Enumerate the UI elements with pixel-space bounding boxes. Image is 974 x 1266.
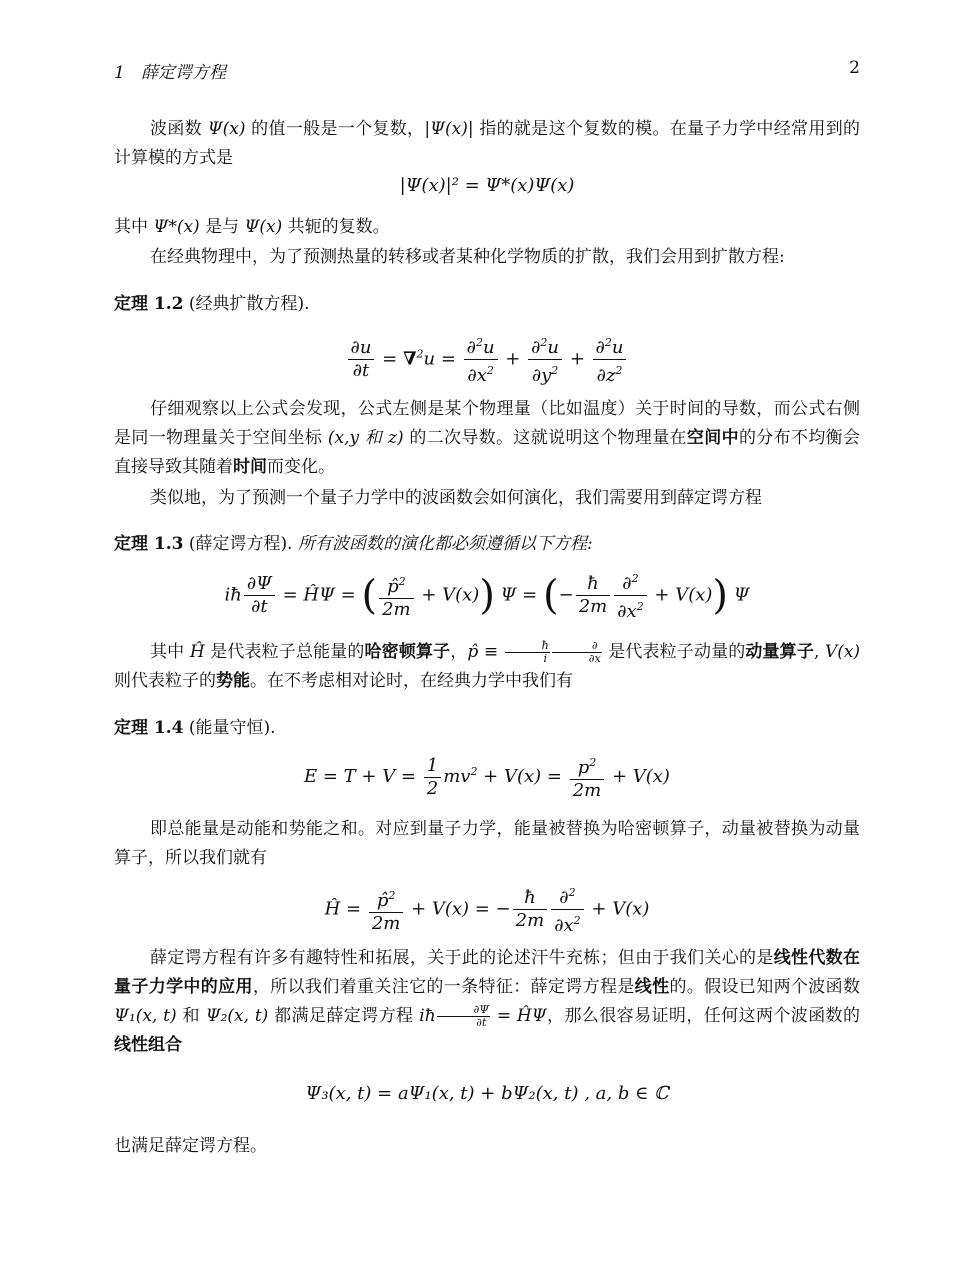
paragraph-hamiltonian: 其中 Ĥ 是代表粒子总能量的哈密顿算子，p̂ ≡ $\frac{ħ}{i}$ $\frac{\partial}{\partial x}$ 是代表粒子动量的动量算子, V(x) 则代表粒子的势能。在不考虑相对论时，在经典力学中我们有 bbox=[114, 639, 861, 691]
header-chapter-title: 1 薛定谔方程 bbox=[114, 63, 227, 83]
paragraph-conclusion: 也满足薛定谔方程。 bbox=[114, 1136, 267, 1156]
paragraph-wavefunction: 波函数 Ψ(x) 的值一般是一个复数，|Ψ(x)| 指的就是这个复数的模。在量子力学中经常用到的计算模的方式是 bbox=[114, 119, 861, 168]
theorem-1-2-heading: 定理 1.2 (经典扩散方程). bbox=[114, 294, 310, 314]
paragraph-diffusion-explain: 仔细观察以上公式会发现，公式左侧是某个物理量（比如温度）关于时间的导数，而公式右侧是同一物理量关于空间坐标 (x,y 和 z) 的二次导数。这就说明这个物理量在空间中的分布不均衡会直接导致其随着时间而变化。 bbox=[114, 399, 861, 477]
equation-linear-combination: Ψ₃(x, t) = aΨ₁(x, t) + bΨ₂(x, t) , a, b ∈ ℂ bbox=[305, 1083, 669, 1104]
equation-hamiltonian: Ĥ = $\frac{p̂^2}{2m}$ + V(x) = − $\frac{ħ}{2m}$ $\frac{\partial^2}{\partial x^2}$ + V(x) bbox=[114, 882, 860, 937]
running-header bbox=[114, 58, 860, 82]
paragraph-energy-explain: 即总能量是动能和势能之和。对应到量子力学，能量被替换为哈密顿算子，动量被替换为动量算子，所以我们就有 bbox=[114, 819, 860, 868]
paragraph-diffusion-intro: 在经典物理中，为了预测热量的转移或者某种化学物质的扩散，我们会用到扩散方程: bbox=[150, 247, 785, 267]
paragraph-linearity: 薛定谔方程有许多有趣特性和拓展，关于此的论述汗牛充栋；但由于我们关心的是线性代数在量子力学中的应用，所以我们着重关注它的一条特征：薛定谔方程是线性的。假设已知两个波函数 Ψ₁(x, t) 和 Ψ₂(x, t) 都满足薛定谔方程 iħ $\frac{\partial\Psi}{\partial t}$ = ĤΨ，那么很容易证明，任何这两个波函数的线性组合 bbox=[114, 948, 861, 1055]
paragraph-schrodinger-intro: 类似地，为了预测一个量子力学中的波函数会如何演化，我们需要用到薛定谔方程 bbox=[150, 488, 762, 508]
equation-diffusion: $\frac{\partial u}{\partial t}$ = ∇$^2$u = $\frac{\partial^2u}{\partial x^2}$ + $\frac{\partial^2u}{\partial y^2}$ + $\frac{\partial^2u}{\partial z^2}$ bbox=[114, 332, 860, 387]
theorem-1-4-heading: 定理 1.4 (能量守恒). bbox=[114, 718, 276, 738]
equation-schrodinger: iħ $\frac{\partial\Psi}{\partial t}$ = ĤΨ = ( $\frac{p̂^2}{2m}$ + V(x)) Ψ = (− $\frac{ħ}{2m}$ $\frac{\partial^2}{\partial x^2}$ + V(x)) Ψ bbox=[114, 568, 860, 623]
page-number: 2 bbox=[849, 58, 860, 78]
equation-energy: E = T + V = $\frac{1}{2}$ $mv^2 + V(x)$ = $\frac{p^2}{2m}$ + V(x) bbox=[114, 752, 860, 802]
paragraph-conjugate: 其中 Ψ*(x) 是与 Ψ(x) 共轭的复数。 bbox=[114, 217, 390, 237]
theorem-1-3-heading: 定理 1.3 (薛定谔方程). 所有波函数的演化都必须遵循以下方程: bbox=[114, 534, 593, 554]
equation-modulus: |Ψ(x)|² = Ψ*(x)Ψ(x) bbox=[399, 175, 575, 196]
